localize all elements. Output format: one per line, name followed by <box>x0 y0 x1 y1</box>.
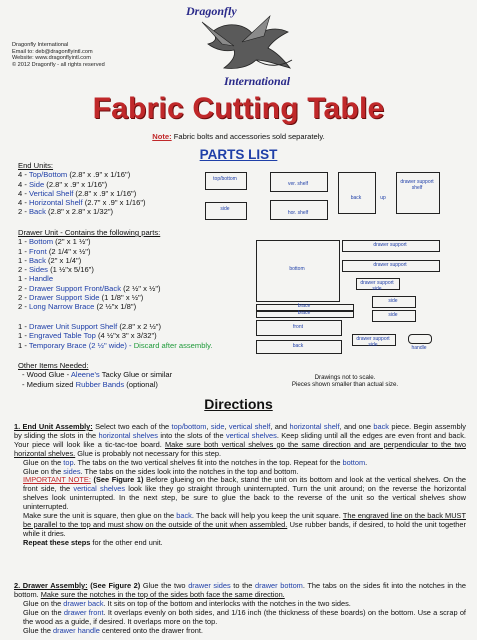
list-item: 4 - Side (2.8" x .9" x 1/16") <box>18 179 108 189</box>
list-item: 1 - Bottom (2" x 1 ½") <box>18 237 91 247</box>
step1-section <box>14 423 466 548</box>
diagram-label: drawer support <box>373 262 407 268</box>
page-title: Fabric Cutting Table <box>92 92 385 125</box>
diagram-label: drawer support side <box>356 336 390 348</box>
diagram-back <box>338 172 376 214</box>
step2-front: Glue on the drawer front. It overlaps evenly on both sides, and 1/16 inch (the thickness of these boards) on the bottom. Use a scrap of the wood as a guide, if desired. It overlaps more on the top. <box>23 607 466 626</box>
list-item: - Wood Glue - Aleene's Tacky Glue or similar <box>22 370 173 380</box>
diagram-label: side <box>388 298 398 304</box>
list-item: 4 - Horizontal Shelf (2.7" x .9" x 1/16") <box>18 198 146 208</box>
note-label: Note: <box>152 132 172 141</box>
diagram-label: top/bottom <box>213 176 237 182</box>
contact-company: Dragonfly International <box>12 42 69 48</box>
diagram-label: drawer support side <box>360 280 394 292</box>
list-item: 4 - Vertical Shelf (2.8" x .9" x 1/16") <box>18 188 137 198</box>
list-item: 2 - Long Narrow Brace (2 ½"x 1/8") <box>18 302 137 312</box>
diagram-label: front <box>292 324 303 330</box>
contact-email: Email to: deb@dragonflyintl.com <box>12 48 93 55</box>
list-item: 1 - Temporary Brace (2 ½" wide) - Discard after assembly. <box>18 340 213 350</box>
other-items-heading: Other Items Needed: <box>18 361 89 370</box>
diagram-label: back <box>350 195 362 201</box>
diagram-label: brace <box>297 310 311 316</box>
step1-repeat: Repeat these steps for the other end unit. <box>23 537 163 547</box>
diagram-label: drawer support shelf <box>400 179 434 191</box>
list-item: 1 - Back (2" x 1/4") <box>18 255 82 265</box>
step1-glue-top: Glue on the top. The tabs on the two vertical shelves fit into the notches in the top. Repeat for the bottom. <box>23 457 368 467</box>
diagram-label: side <box>388 312 398 318</box>
step2-back: Glue on the drawer back. It sits on top of the bottom and interlocks with the notches in the two sides. <box>23 598 351 608</box>
diagram-label: ver. shelf <box>287 181 308 187</box>
directions-heading: Directions <box>204 396 273 412</box>
diagram-label: brace <box>297 303 311 309</box>
scale-note <box>250 374 440 389</box>
list-item: - Medium sized Rubber Bands (optional) <box>22 379 158 389</box>
step1-important: IMPORTANT NOTE: (See Figure 1) Before glueing on the back, stand the unit on its bottom and look at the vertical shelves. On the front side, the vertical shelves look like they go straight through uninterrupted. Turn the unit around; on the reverse the horizontal shelves look uninterrupted. In the next step, be sure to glue the back to the reverse of the unit so the vertical shelves show uninterrupted. <box>23 475 466 512</box>
diagram-handle <box>408 334 432 344</box>
step1-glue-sides: Glue on the sides. The tabs on the sides look into the notches in the top and bottom. <box>23 466 299 476</box>
step2-section <box>14 582 466 635</box>
contact-website: Website: www.dragonflyintl.com <box>12 55 91 62</box>
diagram-label: side <box>220 206 230 212</box>
extra-items-list <box>18 322 212 350</box>
step1-paragraph: 1. End Unit Assembly: Select two each of the top/bottom, side, vertical shelf, and horizontal shelf, and one back piece. Begin assembly by sliding the slots in the horizontal shelves into the slots of the vertical shelves. Keep sliding until all the edges are even front and back. Your piece will look like a tic-tac-toe board. Make sure both vertical shelves go the same direction and are perpendicular to the two horizontal shelves. Glue is probably not necessary for this step. <box>14 422 466 458</box>
end-units-heading: End Units: <box>18 161 54 170</box>
logo-text-top: Dragonfly <box>186 4 237 18</box>
list-item: 2 - Sides (1 ½"x 5/16") <box>18 265 94 275</box>
list-item: 1 - Drawer Unit Support Shelf (2.8" x 2 ½") <box>18 322 162 331</box>
scale-note-line: Drawings not to scale. <box>314 374 376 381</box>
list-item: 2 - Back (2.8" x 2.8" x 1/32") <box>18 207 114 217</box>
diagram-label: hor. shelf <box>287 210 309 216</box>
step2-handle: Glue the drawer handle centered onto the drawer front. <box>23 625 203 635</box>
step1-square: Make sure the unit is square, then glue on the back. The back will help you keep the unit square. The engraved line on the back MUST be parallel to the top and must show on the outside of the unit when assembled. Use rubber bands, if desired, to hold the unit together while it dries. <box>23 511 466 538</box>
list-item: 2 - Drawer Support Side (1 1/8" x ½") <box>18 293 144 303</box>
other-items <box>18 361 172 389</box>
diagram-label: handle <box>411 345 427 351</box>
diagram-label: bottom <box>289 266 305 272</box>
list-item: 1 - Engraved Table Top (4 ½"x 3" x 3/32") <box>18 331 157 341</box>
diagram-label: drawer support <box>373 242 407 248</box>
list-item: 4 - Top/Bottom (2.8" x .9" x 1/16") <box>18 170 131 180</box>
list-item: 1 - Handle <box>18 274 54 284</box>
contact-copyright: © 2012 Dragonfly - all rights reserved <box>12 61 105 68</box>
list-item: 2 - Drawer Support Front/Back (2 ½" x ½") <box>18 283 161 293</box>
diagram-label: back <box>292 343 304 349</box>
note-text: Fabric bolts and accessories sold separately. <box>173 132 325 141</box>
step2-paragraph: 2. Drawer Assembly: (See Figure 2) Glue the two drawer sides to the drawer bottom. The tabs on the sides fit into the notches in the bottom. Make sure the notches in the top of the sides both face the same direction. <box>14 581 467 599</box>
logo-text-bottom: International <box>224 74 291 88</box>
parts-list-heading: PARTS LIST <box>199 147 278 162</box>
diagram-label: up <box>380 195 386 201</box>
contact-info <box>12 42 105 68</box>
dragonfly-logo <box>172 2 312 88</box>
drawer-unit-list <box>18 228 161 312</box>
list-item: 1 - Front (2 1/4" x ½") <box>18 246 91 256</box>
drawer-unit-heading: Drawer Unit - Contains the following parts: <box>18 228 161 237</box>
note-line <box>0 132 477 141</box>
scale-note-line: Pieces shown smaller than actual size. <box>291 381 399 389</box>
end-units-list <box>18 161 146 217</box>
